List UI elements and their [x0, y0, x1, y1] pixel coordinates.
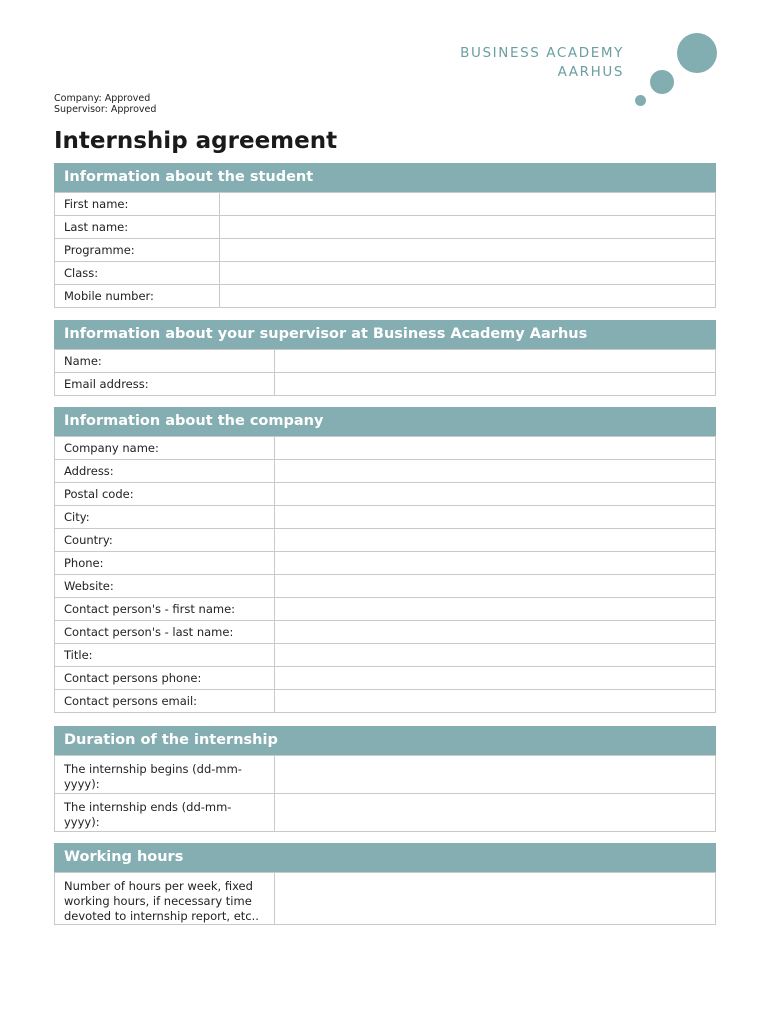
- table-row: [55, 262, 716, 285]
- phone-field[interactable]: [275, 552, 716, 575]
- contact-phone-label: Contact persons phone:: [55, 667, 275, 690]
- duration-section: [54, 726, 716, 832]
- address-label: Address:: [55, 460, 275, 483]
- table-row: [55, 873, 716, 925]
- company-approval: Company: Approved: [54, 93, 151, 104]
- supervisor-name-label: Name:: [55, 350, 275, 373]
- programme-label: Programme:: [55, 239, 220, 262]
- contact-first-name-label: Contact person's - first name:: [55, 598, 275, 621]
- table-row: [55, 350, 716, 373]
- contact-first-name-field[interactable]: [275, 598, 716, 621]
- table-row: [55, 216, 716, 239]
- student-table: [54, 192, 716, 308]
- logo-text: [460, 44, 624, 82]
- programme-field[interactable]: [220, 239, 716, 262]
- class-field[interactable]: [220, 262, 716, 285]
- title-label: Title:: [55, 644, 275, 667]
- table-row: [55, 437, 716, 460]
- hours-per-week-label: Number of hours per week, fixed working hours, if necessary time devoted to internship report, etc..: [55, 873, 275, 925]
- working-hours-section-header: Working hours: [54, 843, 716, 872]
- table-row: [55, 460, 716, 483]
- hours-per-week-field[interactable]: [275, 873, 716, 925]
- approval-status: [54, 94, 156, 115]
- mobile-number-label: Mobile number:: [55, 285, 220, 308]
- mobile-number-field[interactable]: [220, 285, 716, 308]
- table-row: [55, 506, 716, 529]
- table-row: [55, 598, 716, 621]
- supervisor-section-header: Information about your supervisor at Business Academy Aarhus: [54, 320, 716, 349]
- contact-email-field[interactable]: [275, 690, 716, 713]
- class-label: Class:: [55, 262, 220, 285]
- company-section-header: Information about the company: [54, 407, 716, 436]
- table-row: [55, 756, 716, 794]
- student-section-header: Information about the student: [54, 163, 716, 192]
- table-row: [55, 373, 716, 396]
- company-name-label: Company name:: [55, 437, 275, 460]
- website-label: Website:: [55, 575, 275, 598]
- contact-email-label: Contact persons email:: [55, 690, 275, 713]
- table-row: [55, 690, 716, 713]
- table-row: [55, 667, 716, 690]
- logo-line-1: BUSINESS ACADEMY: [460, 45, 624, 61]
- table-row: [55, 239, 716, 262]
- contact-phone-field[interactable]: [275, 667, 716, 690]
- table-row: [55, 483, 716, 506]
- last-name-field[interactable]: [220, 216, 716, 239]
- supervisor-approval: Supervisor: Approved: [54, 103, 157, 115]
- company-name-field[interactable]: [275, 437, 716, 460]
- postal-code-field[interactable]: [275, 483, 716, 506]
- logo-dot-large-icon: [677, 33, 717, 73]
- internship-begins-field[interactable]: [275, 756, 716, 794]
- city-field[interactable]: [275, 506, 716, 529]
- country-field[interactable]: [275, 529, 716, 552]
- working-hours-table: [54, 872, 716, 925]
- working-hours-section: [54, 843, 716, 925]
- first-name-label: First name:: [55, 193, 220, 216]
- table-row: [55, 621, 716, 644]
- website-field[interactable]: [275, 575, 716, 598]
- logo: [460, 28, 730, 110]
- table-row: [55, 552, 716, 575]
- logo-line-2: AARHUS: [557, 64, 624, 80]
- phone-label: Phone:: [55, 552, 275, 575]
- company-table: [54, 436, 716, 713]
- title-field[interactable]: [275, 644, 716, 667]
- address-field[interactable]: [275, 460, 716, 483]
- table-row: [55, 285, 716, 308]
- supervisor-email-label: Email address:: [55, 373, 275, 396]
- supervisor-section: [54, 320, 716, 396]
- contact-last-name-field[interactable]: [275, 621, 716, 644]
- table-row: [55, 644, 716, 667]
- table-row: [55, 794, 716, 832]
- supervisor-email-field[interactable]: [275, 373, 716, 396]
- company-section: [54, 407, 716, 713]
- duration-section-header: Duration of the internship: [54, 726, 716, 755]
- city-label: City:: [55, 506, 275, 529]
- country-label: Country:: [55, 529, 275, 552]
- internship-ends-field[interactable]: [275, 794, 716, 832]
- supervisor-name-field[interactable]: [275, 350, 716, 373]
- first-name-field[interactable]: [220, 193, 716, 216]
- student-section: [54, 163, 716, 308]
- page-title: Internship agreement: [54, 128, 338, 154]
- duration-table: [54, 755, 716, 832]
- internship-ends-label: The internship ends (dd-mm-yyyy):: [55, 794, 275, 832]
- postal-code-label: Postal code:: [55, 483, 275, 506]
- supervisor-table: [54, 349, 716, 396]
- table-row: [55, 193, 716, 216]
- contact-last-name-label: Contact person's - last name:: [55, 621, 275, 644]
- last-name-label: Last name:: [55, 216, 220, 239]
- logo-dot-medium-icon: [650, 70, 674, 94]
- table-row: [55, 575, 716, 598]
- table-row: [55, 529, 716, 552]
- internship-begins-label: The internship begins (dd-mm-yyyy):: [55, 756, 275, 794]
- logo-dot-small-icon: [635, 95, 646, 106]
